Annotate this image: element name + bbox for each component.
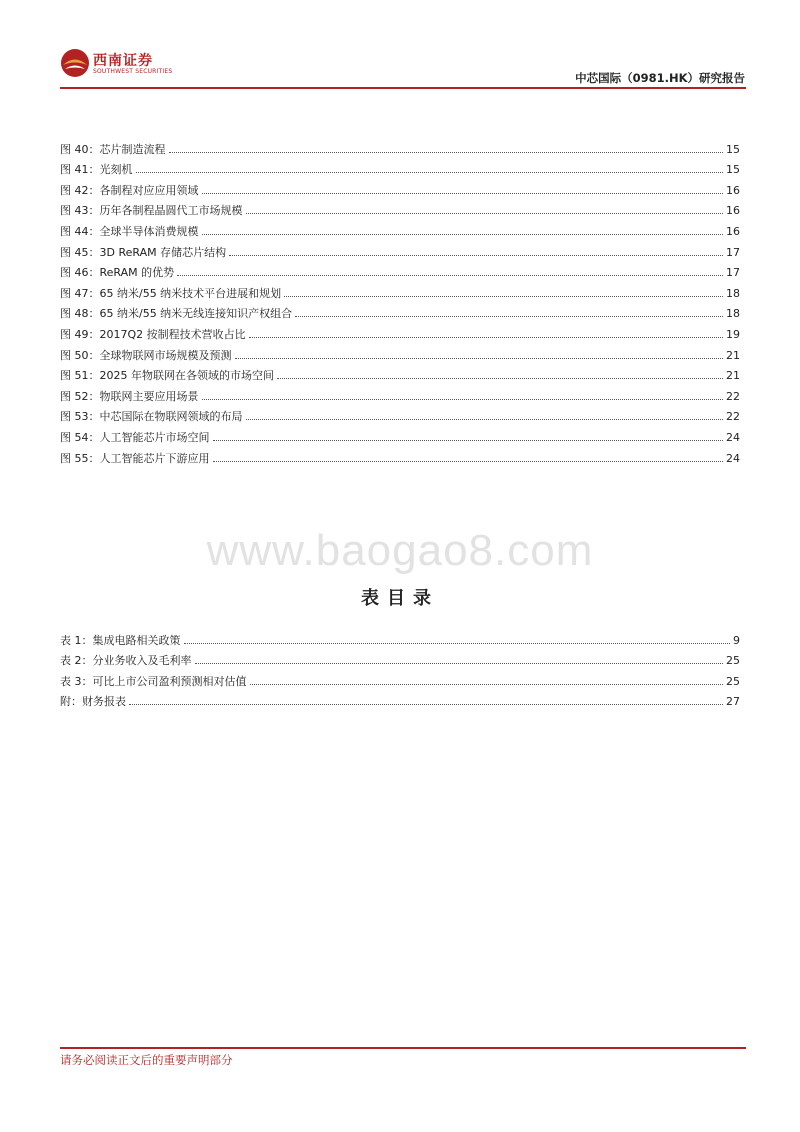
toc-dot-leader xyxy=(295,315,723,317)
toc-dot-leader xyxy=(202,398,724,400)
toc-dot-leader xyxy=(235,357,724,359)
toc-entry-label: 图 41：光刻机 xyxy=(60,163,133,177)
toc-entry[interactable] xyxy=(60,647,740,668)
company-logo xyxy=(60,44,180,84)
toc-entry-page: 17 xyxy=(726,245,740,259)
toc-entry-page: 21 xyxy=(726,369,740,383)
toc-entry-label: 图 47：65 纳米/55 纳米技术平台进展和规划 xyxy=(60,286,282,300)
toc-entry-label: 表 1：集成电路相关政策 xyxy=(60,633,181,647)
toc-entry[interactable] xyxy=(60,688,740,709)
toc-dot-leader xyxy=(246,418,724,420)
toc-entry-label: 图 46：ReRAM 的优势 xyxy=(60,266,175,280)
toc-entry-page: 15 xyxy=(726,142,740,156)
toc-entry-label: 图 43：历年各制程晶圆代工市场规模 xyxy=(60,204,243,218)
toc-entry[interactable] xyxy=(60,135,740,156)
toc-entry-page: 21 xyxy=(726,348,740,362)
toc-dot-leader xyxy=(249,336,723,338)
toc-entry-page: 15 xyxy=(726,163,740,177)
toc-entry[interactable] xyxy=(60,217,740,238)
toc-entry[interactable] xyxy=(60,444,740,465)
toc-dot-leader xyxy=(169,151,724,153)
toc-entry-label: 表 3：可比上市公司盈利预测相对估值 xyxy=(60,674,247,688)
toc-entry[interactable] xyxy=(60,300,740,321)
figure-table-of-contents xyxy=(60,135,740,465)
toc-dot-leader xyxy=(177,274,723,276)
toc-entry-label: 图 40：芯片制造流程 xyxy=(60,142,166,156)
toc-entry-page: 25 xyxy=(726,654,740,668)
toc-dot-leader xyxy=(184,642,731,644)
toc-entry[interactable] xyxy=(60,238,740,259)
toc-entry-page: 22 xyxy=(726,389,740,403)
toc-entry[interactable] xyxy=(60,423,740,444)
toc-dot-leader xyxy=(202,192,724,194)
toc-entry-label: 附：财务报表 xyxy=(60,695,126,709)
toc-dot-leader xyxy=(250,683,724,685)
toc-entry-label: 图 48：65 纳米/55 纳米无线连接知识产权组合 xyxy=(60,307,293,321)
toc-entry-page: 27 xyxy=(726,695,740,709)
toc-entry[interactable] xyxy=(60,341,740,362)
toc-entry-page: 18 xyxy=(726,307,740,321)
toc-entry-page: 17 xyxy=(726,266,740,280)
toc-dot-leader xyxy=(129,703,723,705)
table-section-title: 表目录 xyxy=(361,588,439,609)
toc-entry-label: 表 2：分业务收入及毛利率 xyxy=(60,654,192,668)
toc-entry-page: 24 xyxy=(726,430,740,444)
toc-entry[interactable] xyxy=(60,667,740,688)
logo-english-name: SOUTHWEST SECURITIES xyxy=(93,68,173,75)
toc-entry-page: 16 xyxy=(726,224,740,238)
toc-dot-leader xyxy=(202,233,724,235)
toc-entry-page: 24 xyxy=(726,451,740,465)
toc-entry[interactable] xyxy=(60,382,740,403)
toc-entry-page: 18 xyxy=(726,286,740,300)
toc-entry-label: 图 53：中芯国际在物联网领域的布局 xyxy=(60,410,243,424)
toc-entry-page: 22 xyxy=(726,410,740,424)
footer-disclaimer: 请务必阅读正文后的重要声明部分 xyxy=(60,1053,233,1067)
toc-dot-leader xyxy=(229,254,723,256)
toc-entry-label: 图 49：2017Q2 按制程技术营收占比 xyxy=(60,327,246,341)
logo-chinese-name: 西南证券 xyxy=(93,53,153,69)
watermark: www.baogao8.com xyxy=(206,526,594,575)
report-title: 中芯国际（0981.HK）研究报告 xyxy=(575,71,745,85)
footer-divider xyxy=(60,1047,746,1049)
toc-entry-label: 图 52：物联网主要应用场景 xyxy=(60,389,199,403)
toc-entry-page: 16 xyxy=(726,204,740,218)
toc-entry[interactable] xyxy=(60,362,740,383)
toc-entry-page: 19 xyxy=(726,327,740,341)
toc-entry-page: 25 xyxy=(726,674,740,688)
toc-entry-label: 图 45：3D ReRAM 存储芯片结构 xyxy=(60,245,227,259)
toc-entry[interactable] xyxy=(60,279,740,300)
toc-entry[interactable] xyxy=(60,156,740,177)
toc-entry-label: 图 51：2025 年物联网在各领域的市场空间 xyxy=(60,369,274,383)
page-header xyxy=(60,44,745,88)
toc-entry-label: 图 50：全球物联网市场规模及预测 xyxy=(60,348,232,362)
toc-entry-label: 图 44：全球半导体消费规模 xyxy=(60,224,199,238)
table-table-of-contents xyxy=(60,626,740,708)
toc-entry-page: 16 xyxy=(726,183,740,197)
toc-entry-label: 图 54：人工智能芯片市场空间 xyxy=(60,430,210,444)
toc-entry-label: 图 42：各制程对应应用领域 xyxy=(60,183,199,197)
logo-emblem-icon xyxy=(60,48,90,78)
toc-entry[interactable] xyxy=(60,197,740,218)
toc-entry[interactable] xyxy=(60,403,740,424)
toc-dot-leader xyxy=(195,662,724,664)
toc-dot-leader xyxy=(277,377,723,379)
toc-entry[interactable] xyxy=(60,259,740,280)
header-divider xyxy=(60,87,746,89)
toc-dot-leader xyxy=(246,212,724,214)
toc-entry[interactable] xyxy=(60,626,740,647)
toc-dot-leader xyxy=(213,439,724,441)
toc-entry[interactable] xyxy=(60,176,740,197)
toc-entry[interactable] xyxy=(60,320,740,341)
toc-dot-leader xyxy=(136,171,724,173)
toc-entry-label: 图 55：人工智能芯片下游应用 xyxy=(60,451,210,465)
toc-entry-page: 9 xyxy=(733,633,740,647)
toc-dot-leader xyxy=(284,295,723,297)
toc-dot-leader xyxy=(213,460,724,462)
